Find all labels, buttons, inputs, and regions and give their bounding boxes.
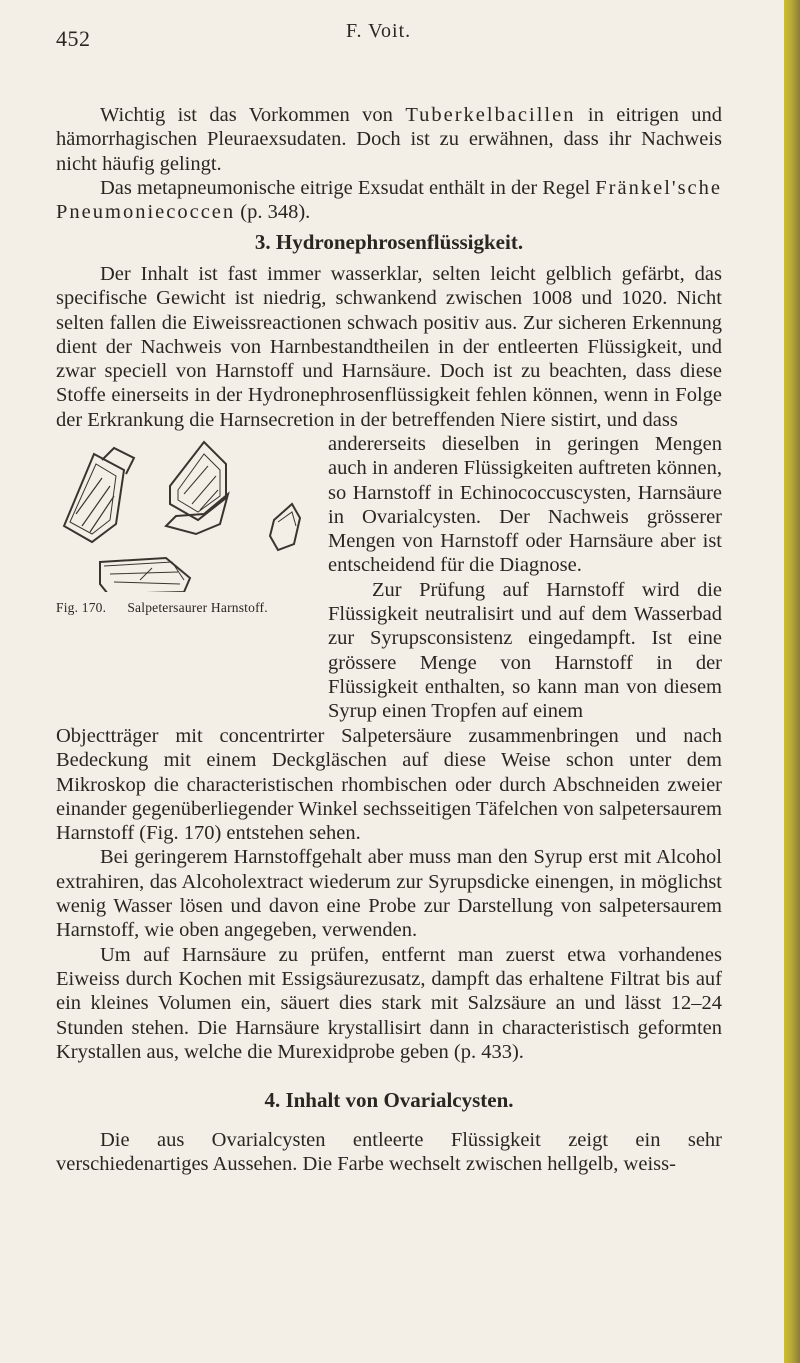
intro-paragraph-1 xyxy=(56,103,722,176)
section-3-uric-acid: Um auf Harnsäure zu prüfen, entfernt man zuerst etwa vorhandenes Eiweiss durch Kochen mit Essigsäurezusatz, dampft das erhaltene Filtrat bis auf ein kleines Volumen ein, säuert dies stark mit Salzsäure an und lässt 12–24 Stunden stehen. Die Harnsäure krystallisirt dann in characteristisch geformten Krystallen aus, welche die Murexidprobe geben (p. 433). xyxy=(56,943,722,1063)
intro-p2-b: (p. 348). xyxy=(235,201,311,224)
intro-paragraph-2 xyxy=(56,176,722,225)
intro-text xyxy=(56,103,722,224)
section-4-text xyxy=(56,1128,722,1177)
running-head: F. Voit. xyxy=(346,20,412,42)
section-3-alcohol: Bei geringerem Harnstoffgehalt aber muss man den Syrup erst mit Alcohol extrahiren, das Alcoholextract wiederum zur Syrupsdicke einengen, in möglichst wenig Wasser lösen und davon eine Probe zur Darstellung von salpetersaurem Harnstoff, wie oben angegeben, verwenden. xyxy=(56,846,722,942)
section-3-continued xyxy=(56,724,722,1064)
crystal-rhomb-right xyxy=(170,442,226,520)
section-3-heading: 3. Hydronephrosenflüssigkeit. xyxy=(254,230,524,254)
intro-p2-term: Fränkel'sche Pneumoniecoccen xyxy=(56,176,723,224)
section-4-paragraph: Die aus Ovarialcysten entleerte Flüssigkeit zeigt ein sehr verschiedenartiges Aussehen. Die Farbe wechselt zwischen hellgelb, weiss- xyxy=(56,1129,722,1176)
page-edge xyxy=(784,0,800,1363)
section-3-full-width-block xyxy=(56,262,722,432)
wrapped-paragraph-2: Zur Prüfung auf Harnstoff wird die Flüssigkeit neutralisirt und auf dem Wasserbad zur Syrupsconsistenz eingedampft. Ist eine grössere Menge von Harnstoff in der Flüssigkeit enthalten, so kann man von diesem Syrup einen Tropfen auf einem xyxy=(328,578,722,723)
intro-p1-b: in eitrigen und hämorrhagischen Pleuraexsudaten. Doch ist zu erwähnen, dass ihr Nachweis nicht häufig gelingt. xyxy=(56,104,722,175)
section-3-wrapped-text xyxy=(328,432,722,724)
figure-caption-text: Salpetersaurer Harnstoff. xyxy=(127,600,268,615)
section-3-after-figure: Objectträger mit concentrirter Salpetersäure zusammenbringen und nach Bedeckung mit einem Deckgläschen auf diese Weise schon unter dem Mikroskop die characteristischen rhombischen oder durch Abschneiden zweier einander gegenüberliegender Winkel sechsseitigen Täfelchen von salpetersaurem Harnstoff (Fig. 170) entstehen sehen. xyxy=(56,725,722,845)
intro-p1-term: Tuberkelbacillen xyxy=(405,104,576,126)
figure-caption xyxy=(56,600,316,616)
intro-p2-a: Das metapneumonische eitrige Exsudat enthält in der Regel xyxy=(100,176,596,199)
page-header xyxy=(56,20,736,50)
page-number: 452 xyxy=(56,26,91,51)
wrapped-paragraph-1: andererseits dieselben in geringen Mengen auch in anderen Flüssigkeiten auftreten können, so Harnstoff in Echinococcuscysten, Harnsäure in Ovarialcysten. Der Nachweis grösserer Mengen von Harnstoff oder Harnsäure aber ist entscheidend für die Diagnose. xyxy=(328,433,722,577)
crystal-small xyxy=(270,504,300,550)
intro-p1-a: Wichtig ist das Vorkommen von xyxy=(100,104,406,126)
section-4-heading: 4. Inhalt von Ovarialcysten. xyxy=(264,1088,514,1112)
figure-caption-number: Fig. 170. xyxy=(56,600,107,615)
crystal-rhomb-left xyxy=(64,454,124,542)
section-3-paragraph-1: Der Inhalt ist fast immer wasserklar, selten leicht gelblich gefärbt, das specifische Gewicht ist niedrig, schwankend zwischen 1008 und 1020. Nicht selten fallen die Eiweissreactionen schwach positiv aus. Zur sicheren Erkennung dient der Nachweis von Harnbestandtheilen in der entleerten Flüssigkeit, und zwar speciell von Harnstoff und Harnsäure. Doch ist zu beachten, dass diese Stoffe einerseits in der Hydronephrosenflüssigkeit fehlen können, wenn in Folge der Erkrankung die Harnsecretion in der betreffenden Niere sistirt, und dass xyxy=(56,263,722,431)
figure-170 xyxy=(56,434,310,592)
